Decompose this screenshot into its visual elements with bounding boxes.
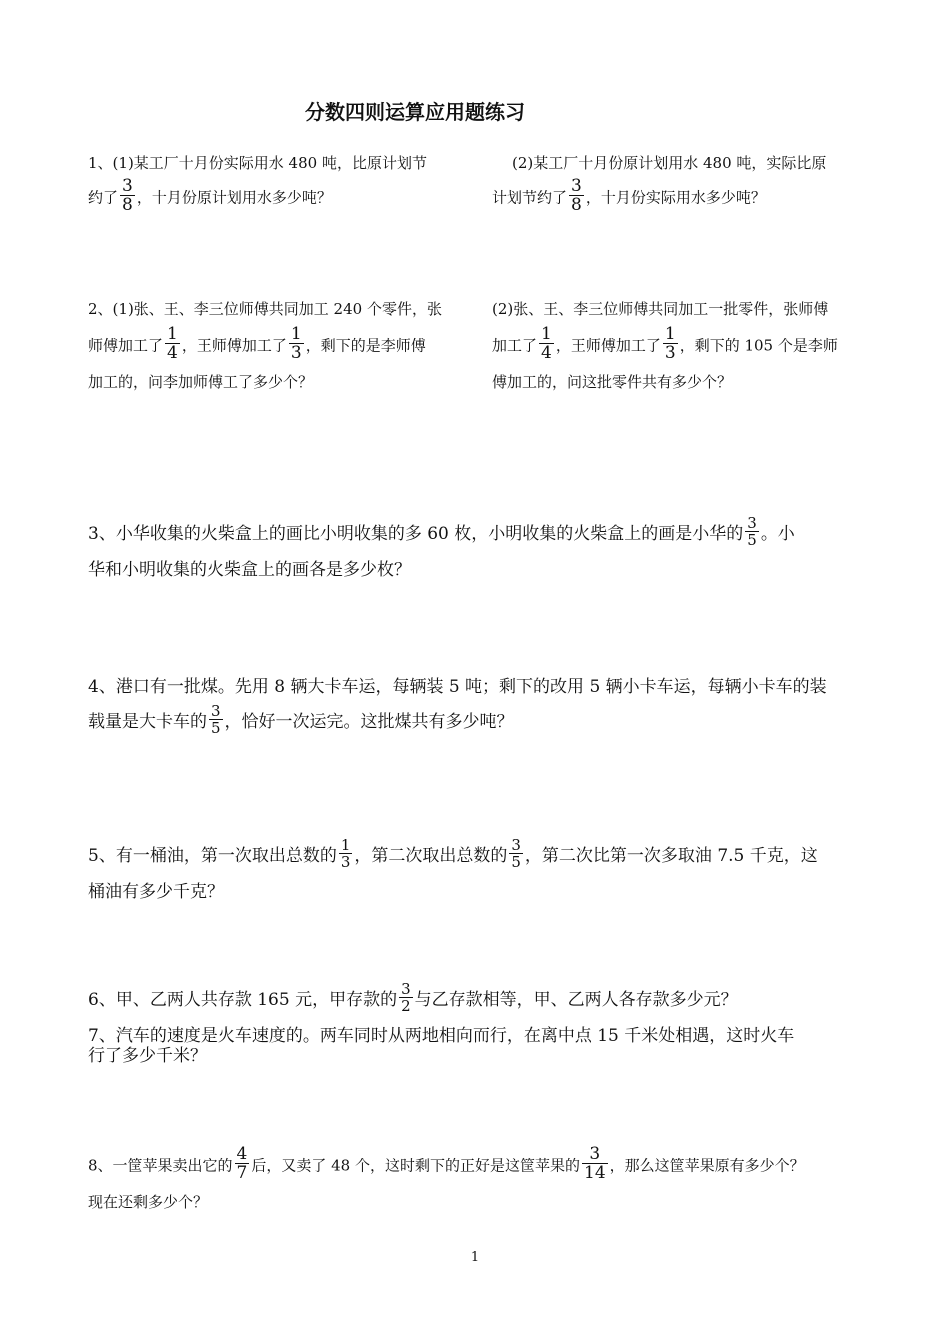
question-8: [88, 1144, 805, 1213]
question-1b: [492, 152, 827, 217]
question-2a: [88, 298, 442, 393]
fraction: $\frac{3}{14}$: [584, 1144, 606, 1183]
question-7: [88, 1026, 794, 1066]
page-number: 1: [470, 1250, 480, 1265]
question-3-line1: 3、小华收集的火柴盒上的画比小明收集的多 60 枚，小明收集的火柴盒上的画是小华的 $\frac{3}{5}$ 。小: [88, 514, 795, 549]
question-3-line2: 华和小明收集的火柴盒上的画各是多少枚？: [88, 560, 411, 580]
question-2b-line1: (2)张、王、李三位师傅共同加工一批零件，张师傅: [492, 300, 829, 318]
question-1b-line1: (2)某工厂十月份原计划用水 480 吨，实际比原: [512, 154, 827, 172]
question-4-line1: 4、港口有一批煤。先用 8 辆大卡车运，每辆装 5 吨；剩下的改用 5 辆小卡车运，每辆小卡车的装: [88, 677, 827, 697]
page-title: 分数四则运算应用题练习: [305, 100, 525, 124]
question-7-line2: 行了多少千米？: [88, 1046, 207, 1066]
question-2a-line3: 加工的，问李加师傅工了多少个？: [88, 373, 314, 391]
question-2a-line1: 2、(1)张、王、李三位师傅共同加工 240 个零件，张: [88, 300, 442, 318]
fraction: $\frac{3}{5}$: [747, 514, 757, 549]
question-4-line2: 载量是大卡车的 $\frac{3}{5}$ ，恰好一次运完。这批煤共有多少吨？: [88, 702, 514, 737]
question-1a-line1: 1、(1)某工厂十月份实际用水 480 吨，比原计划节: [88, 154, 427, 172]
fraction: $\frac{1}{4}$: [167, 324, 178, 363]
fraction: $\frac{1}{3}$: [290, 324, 302, 363]
question-1b-line2: 计划节约了 $\frac{3}{8}$ ，十月份实际用水多少吨？: [492, 176, 766, 215]
fraction: $\frac{1}{3}$: [664, 324, 676, 363]
question-8-line2: 现在还剩多少个？: [88, 1193, 209, 1211]
question-1a-line2: 约了 $\frac{3}{8}$ ，十月份原计划用水多少吨？: [88, 176, 332, 215]
question-6: 6、甲、乙两人共存款 165 元，甲存款的 $\frac{3}{2}$ 与乙存款相等，甲、乙两人各存款多少元？: [88, 980, 738, 1015]
question-5: [88, 836, 818, 903]
fraction: $\frac{3}{8}$: [571, 176, 582, 215]
question-2b-line3: 傅加工的，问这批零件共有多少个？: [492, 373, 733, 391]
question-5-line2: 桶油有多少千克？: [88, 882, 224, 902]
fraction: $\frac{3}{2}$: [401, 980, 411, 1015]
question-3: [88, 514, 795, 581]
fraction: $\frac{3}{5}$: [211, 702, 221, 737]
question-1a: [88, 152, 427, 217]
question-4: [88, 676, 827, 739]
question-8-line1: 8、一筐苹果卖出它的 $\frac{4}{7}$ 后，又卖了 48 个，这时剩下的正好是这筐苹果的 $\frac{3}{14}$ ，那么这筐苹果原有多少个？: [88, 1144, 805, 1183]
fraction: $\frac{4}{7}$: [236, 1144, 248, 1183]
question-7-line1: 7、汽车的速度是火车速度的。两车同时从两地相向而行，在离中点 15 千米处相遇，这时火车: [88, 1026, 795, 1046]
fraction: $\frac{3}{5}$: [511, 836, 521, 871]
question-5-line1: 5、有一桶油，第一次取出总数的 $\frac{1}{3}$ ，第二次取出总数的 $\frac{3}{5}$ ，第二次比第一次多取油 7.5 千克，这: [88, 836, 818, 871]
question-2a-line2: 师傅加工了 $\frac{1}{4}$ ，王师傅加工了 $\frac{1}{3}$ ，剩下的是李师傅: [88, 324, 426, 363]
fraction: $\frac{1}{4}$: [541, 324, 552, 363]
fraction: $\frac{1}{3}$: [340, 836, 351, 871]
question-2b-line2: 加工了 $\frac{1}{4}$ ，王师傅加工了 $\frac{1}{3}$ ，剩下的 105 个是李师: [492, 324, 838, 363]
question-2b: [492, 298, 838, 393]
fraction: $\frac{3}{8}$: [122, 176, 133, 215]
